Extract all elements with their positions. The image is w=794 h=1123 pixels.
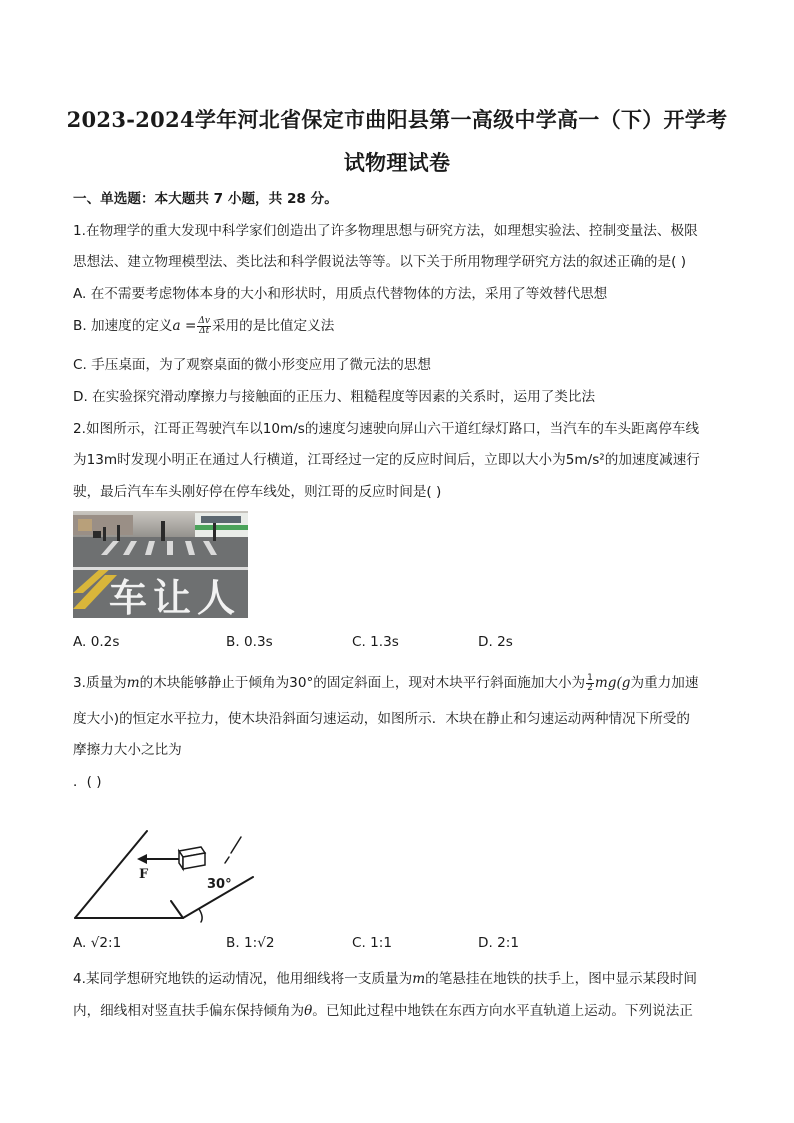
q3-force-label: F [139,867,149,882]
q3-stem-mid: 的木块能够静止于倾角为30°的固定斜面上，现对木块平行斜面施加大小为 [139,675,586,691]
q4-stem-line2 [73,999,693,1019]
q3-slope-edge-line [171,901,183,918]
section-heading: 一、单选题：本大题共 7 小题，共 28 分。 [73,191,338,207]
exam-title-line2: 试物理试卷 [343,150,451,175]
q3-angle-arc [199,909,202,922]
q3-option-b: B. 1:√2 [226,935,275,951]
q1-formula-lhs: a = [172,318,197,334]
q2-option-d: D. 2s [478,634,513,650]
q3-angle-label: 30° [207,877,232,892]
q2-option-c: C. 1.3s [352,634,399,650]
q3-incline-diagram [73,825,263,925]
q4-theta-symbol: θ [304,1003,313,1019]
q3-stem-prefix: 3.质量为 [73,675,127,691]
q1-option-b [73,314,334,336]
q3-force-arrowhead [137,854,147,864]
q4-stem-line1 [73,967,697,987]
q1-formula-fraction [197,317,211,336]
q4-stem-prefix: 4.某同学想研究地铁的运动情况，他用细线将一支质量为 [73,971,413,987]
q1-stem-line2: 思想法、建立物理模型法、类比法和科学假说法等等。以下关于所用物理学研究方法的叙述正确的是( ) [73,254,687,270]
q1-formula-numerator: Δv [198,315,210,326]
q3-half-numerator: 1 [587,672,593,683]
q2-option-a: A. 0.2s [73,634,120,650]
q3-half-denominator: 2 [587,682,593,693]
exam-title-line1: 2023-2024学年河北省保定市曲阳县第一高级中学高一（下）开学考 [66,107,728,132]
q3-stem-line3: 摩擦力大小之比为 [73,742,182,758]
q3-option-c: C. 1:1 [352,935,393,951]
q1-option-b-prefix: B. 加速度的定义 [73,318,173,334]
q2-stem-line2: 为13m时发现小明正在通过人行横道，江哥经过一定的反应时间后，立即以大小为5m/s²的加速度减速行 [73,452,700,468]
q2-stem-line3: 驶，最后汽车车头刚好停在停车线处，则江哥的反应时间是( ) [73,484,442,500]
q3-left-edge-line [75,831,147,918]
q3-mass-symbol: m [126,675,140,691]
q1-stem-line1: 1.在物理学的重大发现中科学家们创造出了许多物理思想与研究方法，如理想实验法、控制变量法、极限 [73,223,698,239]
q4-mass-symbol: m [412,971,426,987]
q2-crosswalk-photo [73,511,248,618]
q4-stem2-prefix: 内，细线相对竖直扶手偏东保持倾角为 [73,1003,305,1019]
q3-stem-suffix: 为重力加速 [630,675,699,691]
q3-half-fraction [586,674,594,693]
q1-option-d: D. 在实验探究滑动摩擦力与接触面的正压力、粗糙程度等因素的关系时，运用了类比法 [73,389,596,405]
q1-option-a: A. 在不需要考虑物体本身的大小和形状时，用质点代替物体的方法，采用了等效替代思想 [73,286,608,302]
q1-option-b-suffix: 采用的是比值定义法 [211,318,335,334]
q2-stem-line1: 2.如图所示，江哥正驾驶汽车以10m/s的速度匀速驶向屏山六干道红绿灯路口，当汽车的车头距离停车线 [73,421,700,437]
q3-stem-line2: 度大小)的恒定水平拉力，使木块沿斜面匀速运动，如图所示．木块在静止和匀速运动两种情况下所受的 [73,711,691,727]
q1-formula-denominator: Δt [199,325,210,336]
q4-stem-suffix: 的笔悬挂在地铁的扶手上，图中显示某段时间 [425,971,697,987]
q1-option-c: C. 手压桌面，为了观察桌面的微小形变应用了微元法的思想 [73,357,431,373]
q3-option-a: A. √2:1 [73,935,122,951]
q3-option-d: D. 2:1 [478,935,519,951]
q4-stem2-suffix: 。已知此过程中地铁在东西方向水平直轨道上运动。下列说法正 [312,1003,693,1019]
q3-dashed-guide [231,837,241,853]
q3-stem-line4: ．( ) [73,774,102,790]
q2-option-b: B. 0.3s [226,634,273,650]
q3-stem-line1 [73,671,698,693]
q3-block [179,847,205,869]
q3-mg-symbol: mg(g [594,675,631,691]
q2-road-marking-text: 车让人 [108,576,242,618]
